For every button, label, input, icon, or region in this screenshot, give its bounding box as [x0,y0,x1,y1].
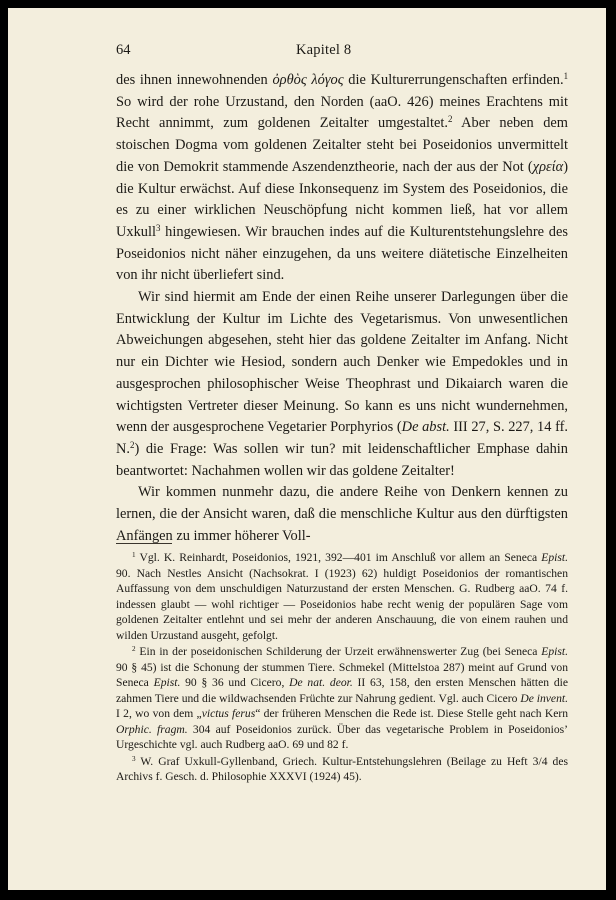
text-span: des ihnen innewohnenden [116,72,273,88]
footnote-3 [116,754,568,785]
main-text [116,70,568,547]
citation-title: De invent. [520,691,568,705]
footnote-mark: 2 [132,645,136,654]
footnote-ref: 1 [563,71,569,82]
footnote-1 [116,550,568,643]
text-span: II 63, 158, den ersten Menschen hätten die zahmen Tiere und die wildwachsenden Früchte zur Nahrung gedient. Vgl. auch Cicero [116,676,568,705]
footnotes [116,550,568,786]
footnote-divider [116,543,172,544]
footnote-mark: 1 [132,551,136,560]
text-span: ) die Kultur erwächst. Auf diese Inkonsequenz im System des Poseidonios, die es zu einer wirklichen Neuschöpfung nicht kommen ließ, hat vor allem Uxkull [116,158,568,240]
footnote-ref: 3 [155,223,161,234]
citation-title: Epist. [541,645,568,658]
text-span: hingewiesen. Wir brauchen indes auf die Kulturentstehungslehre des Poseidonios nicht näher einzugehen, da uns weitere diätetische Einzelheiten von ihr nicht überliefert sind. [116,223,568,284]
text-span: 90 § 36 und Cicero, [180,676,290,689]
footnote-2 [116,644,568,753]
text-span: So wird der rohe Urzustand, den Norden (aaO. 426) meines Erachtens mit Recht annimmt, zum goldenen Zeitalter umgestaltet. [116,93,568,132]
footnote-ref: 2 [447,114,453,125]
book-page [8,8,606,890]
text-span: ) die Frage: Was sollen wir tun? mit leidenschaftlicher Emphase dahin beantwortet: Nachahmen wollen wir das goldene Zeitalter! [116,440,568,479]
paragraph-1 [116,70,568,287]
text-span: Wir kommen nunmehr dazu, die andere Reihe von Denkern kennen zu lernen, die der Ansicht waren, daß die menschliche Kultur aus den dürftigsten Anfängen zu immer höherer Voll- [116,484,568,544]
running-header [116,42,556,62]
paragraph-3 [116,482,568,547]
citation-title: De abst. [401,419,450,436]
citation-title: Orphic. fragm. [116,722,188,736]
text-span: Ein in der poseidonischen Schilderung der Urzeit erwähnenswerter Zug (bei Seneca [135,645,542,658]
greek-term: ὀρθὸς λόγος [272,72,344,88]
page-number: 64 [116,42,131,58]
citation-title: Epist. [541,551,568,564]
citation-title: victus ferus [201,707,256,720]
citation-title: Epist. [153,676,181,689]
footnote-mark: 3 [132,754,136,763]
superscript: 2 [130,440,135,451]
text-span: III 27, S. 227, 14 ff. N. [116,419,568,457]
paragraph-2 [116,287,568,482]
running-title: Kapitel 8 [296,42,352,58]
text-span: die Kulturerrungenschaften erfinden. [343,72,564,88]
text-span: Wir sind hiermit am Ende der einen Reihe unserer Darlegungen über die Entwicklung der Kultur im Lichte des Vegetarismus. Von unwesentlichen Abweichungen abgesehen, steht hier das goldene Zeitalter im Anfang. Nicht nur ein Dichter wie Hesiod, sondern auch Denker wie Empedokles und in ausgesprochen philosophischer Weise Theophrast und Dikaiarch waren die wichtigsten Vertreter dieser Meinung. So kann es uns nicht wundernehmen, wenn der ausgesprochene Vegetarier Porphyrios ( [116,289,568,436]
text-span: I 2, wo von dem „ [116,707,202,720]
text-span: W. Graf Uxkull-Gyllenband, Griech. Kultur-Entstehungslehren (Beilage zu Heft 3/4 des Archivs f. Gesch. d. Philosophie XXXVI (1924) 45). [116,754,568,783]
text-span: 90 § 45) ist die Schonung der stummen Tiere. Schmekel (Mittelstoa 287) meint auf Grund von Seneca [116,660,568,689]
text-span: “ der früheren Menschen die Rede ist. Diese Stelle geht nach Kern [255,707,568,720]
text-span: 304 auf Poseidonios zurück. Über das vegetarische Problem in Poseidonios’ Urgeschichte vgl. auch Rudberg aaO. 69 und 82 f. [116,722,568,751]
greek-term: χρεία [532,158,564,175]
citation-title: De nat. deor. [289,676,353,689]
text-span: Aber neben dem stoischen Dogma vom goldenen Zeitalter steht bei Poseidonios unvermittelt die von Demokrit stammende Aszendenztheorie, nach der aus der Not ( [116,115,568,175]
text-span: Vgl. K. Reinhardt, Poseidonios, 1921, 392—401 im Anschluß vor allem an Seneca [135,551,542,564]
text-span: 90. Nach Nestles Ansicht (Nachsokrat. I (1923) 62) huldigt Poseidonios der romantischen Auffassung von dem unschuldigen Naturzustand der ersten Menschen. G. Rudberg aaO. 74 f. indessen glaubt — wohl richtiger — Poseidonios habe recht wenig der populären Sage vom goldenen Zeitalter entlehnt und sei mehr der anderen Anschauung, die von einem rauhen und wilden Urzustand ausgeht, gefolgt. [116,566,568,642]
